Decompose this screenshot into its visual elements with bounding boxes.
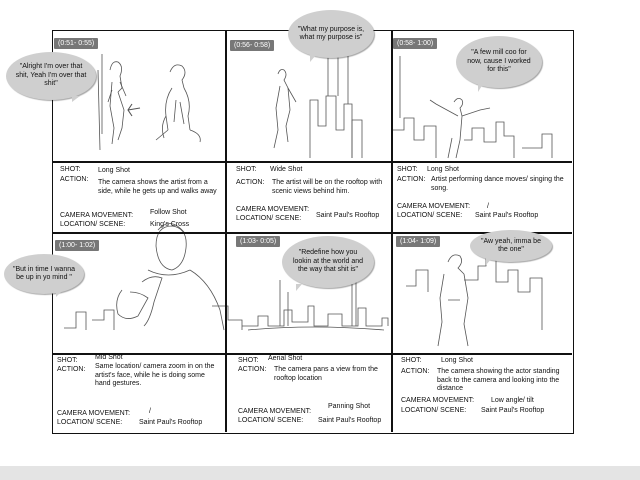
- panel-2-description: [236, 166, 390, 232]
- sketch-panel-6: [406, 255, 542, 346]
- panel-4-shot-label: SHOT:: [57, 357, 78, 364]
- panel-5-action-label: ACTION:: [238, 366, 267, 373]
- panel-6-speech-bubble: "Aw yeah, imma be the one": [470, 230, 552, 262]
- panel-5-camera-movement-value: Panning Shot: [328, 403, 371, 410]
- panel-4-location-value: Saint Paul's Rooftop: [139, 419, 203, 426]
- panel-2-timecode: (0:56- 0:58): [230, 40, 274, 51]
- panel-3-camera-movement-value: /: [487, 203, 489, 210]
- panel-6-shot-label: SHOT:: [401, 357, 422, 364]
- panel-4-shot-value: Mid Shot: [95, 354, 123, 361]
- grid-divider-h1: [52, 161, 572, 163]
- panel-1-camera-movement-label: CAMERA MOVEMENT:: [60, 212, 134, 219]
- panel-2-location-value: Saint Paul's Rooftop: [316, 212, 380, 219]
- panel-4-timecode: (1:00- 1:02): [55, 240, 99, 251]
- panel-5-timecode: (1:03- 0:05): [236, 236, 280, 247]
- page-bottom-band: [0, 466, 640, 480]
- panel-1-bubble-tail: [72, 96, 80, 102]
- panel-3-action-label: ACTION:: [397, 176, 426, 183]
- panel-1-speech-bubble: "Alright I'm over that shit, Yeah I'm over that shit": [6, 52, 96, 100]
- panel-4-speech-bubble: "But in time I wanna be up in yo mind ": [4, 254, 84, 294]
- panel-1-action-label: ACTION:: [60, 176, 89, 183]
- panel-6-action-label: ACTION:: [401, 368, 430, 375]
- panel-6-bubble-tail: [486, 258, 492, 265]
- panel-5-shot-value: Aerial Shot: [268, 355, 303, 362]
- panel-4-camera-movement-label: CAMERA MOVEMENT:: [57, 410, 131, 417]
- panel-3-location-label: LOCATION/ SCENE:: [397, 212, 463, 219]
- panel-1-location-label: LOCATION/ SCENE:: [60, 221, 126, 228]
- panel-4-location-label: LOCATION/ SCENE:: [57, 419, 123, 426]
- grid-divider-v2: [391, 30, 393, 432]
- panel-4-action-value: Same location/ camera zoom in on the artist's face, while he is doing some hand gestures.: [95, 363, 215, 387]
- panel-3-description: [397, 166, 569, 232]
- panel-1-location-value: King's Cross: [150, 221, 190, 228]
- panel-6-camera-movement-value: Low angle/ tilt: [491, 397, 534, 404]
- panel-5-shot-label: SHOT:: [238, 357, 259, 364]
- panel-4-camera-movement-value: /: [149, 408, 151, 415]
- panel-6-camera-movement-label: CAMERA MOVEMENT:: [401, 397, 475, 404]
- panel-6-shot-value: Long Shot: [441, 357, 473, 364]
- panel-3-camera-movement-label: CAMERA MOVEMENT:: [397, 203, 471, 210]
- panel-5-camera-movement-label: CAMERA MOVEMENT:: [238, 408, 312, 415]
- panel-2-bubble-tail: [310, 55, 316, 62]
- panel-3-location-value: Saint Paul's Rooftop: [475, 212, 539, 219]
- panel-1-timecode: (0:51- 0:55): [54, 38, 98, 49]
- panel-1-shot-label: SHOT:: [60, 166, 81, 173]
- sketch-panel-2: [274, 44, 362, 158]
- panel-2-action-label: ACTION:: [236, 179, 265, 186]
- panel-6-location-value: Saint Paul's Rooftop: [481, 407, 545, 414]
- panel-5-location-label: LOCATION/ SCENE:: [238, 417, 304, 424]
- panel-6-timecode: (1:04- 1:09): [396, 236, 440, 247]
- panel-5-bubble-tail: [296, 284, 302, 291]
- panel-6-description: [401, 357, 569, 431]
- panel-2-shot-value: Wide Shot: [270, 166, 303, 173]
- panel-4-action-label: ACTION:: [57, 366, 86, 373]
- sketch-panel-1: [98, 54, 200, 150]
- panel-2-speech-bubble: "What my purpose is, what my purpose is": [288, 10, 374, 58]
- panel-3-action-value: Artist performing dance moves/ singing the song.: [431, 176, 564, 192]
- panel-4-description: [57, 354, 223, 431]
- panel-4-bubble-tail: [56, 290, 63, 297]
- panel-5-location-value: Saint Paul's Rooftop: [318, 417, 382, 424]
- panel-6-location-label: LOCATION/ SCENE:: [401, 407, 467, 414]
- panel-5-description: [238, 357, 390, 431]
- panel-3-speech-bubble: "A few mill coo for now, cause I worked for this": [456, 36, 542, 88]
- grid-divider-v1: [225, 30, 227, 432]
- panel-2-camera-movement-label: CAMERA MOVEMENT:: [236, 206, 310, 213]
- panel-3-shot-label: SHOT:: [397, 166, 418, 173]
- panel-3-shot-value: Long Shot: [427, 166, 459, 173]
- panel-5-speech-bubble: "Redefine how you lookin at the world and the way that shit is": [282, 236, 374, 288]
- panel-3-timecode: (0:58- 1:00): [393, 38, 437, 49]
- panel-2-location-label: LOCATION/ SCENE:: [236, 215, 302, 222]
- panel-5-action-value: The camera pans a view from the rooftop location: [274, 366, 378, 382]
- panel-6-action-value: The camera showing the actor standing back to the camera and looking into the distance: [437, 368, 560, 392]
- panel-1-description: [60, 166, 224, 232]
- panel-1-action-value: The camera shows the artist from a side, while he gets up and walks away: [98, 179, 217, 195]
- panel-1-camera-movement-value: Follow Shot: [150, 209, 187, 216]
- panel-1-shot-value: Long Shot: [98, 167, 130, 174]
- panel-3-bubble-tail: [478, 84, 483, 92]
- panel-2-shot-label: SHOT:: [236, 166, 257, 173]
- panel-2-action-value: The artist will be on the rooftop with scenic views behind him.: [272, 179, 383, 195]
